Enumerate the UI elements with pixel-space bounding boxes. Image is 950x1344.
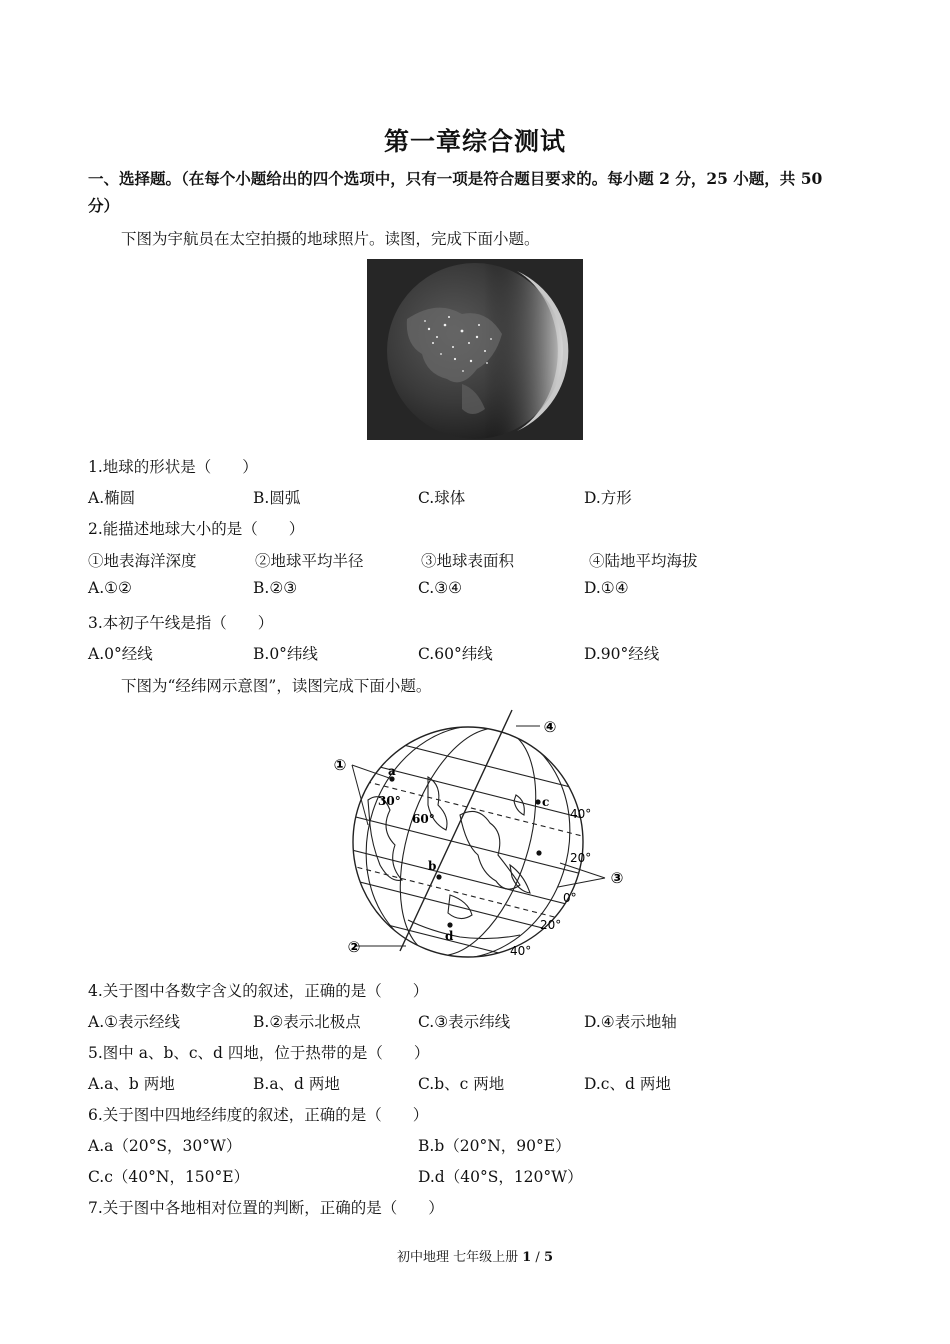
point-b-label: b bbox=[428, 859, 437, 873]
question-6-stem: 6.关于图中四地经纬度的叙述，正确的是（ ） bbox=[88, 1106, 429, 1124]
question-3-stem: 3.本初子午线是指（ ） bbox=[88, 614, 274, 632]
question-2-option-c: C.③④ bbox=[418, 579, 463, 597]
question-2-item-2: ②地球平均半径 bbox=[255, 552, 364, 570]
lat-20n-label: 20° bbox=[570, 851, 592, 865]
question-5-option-c: C.b、c 两地 bbox=[418, 1075, 505, 1093]
question-2-item-1: ①地表海洋深度 bbox=[88, 552, 197, 570]
section-heading: 一、选择题。（在每个小题给出的四个选项中，只有一项是符合题目要求的。每小题 2 分，25 小题，共 50 bbox=[88, 169, 823, 188]
footer-prefix: 初中地理 七年级上册 bbox=[396, 1250, 523, 1265]
question-2-option-b: B.②③ bbox=[253, 579, 298, 597]
question-2-item-4: ④陆地平均海拔 bbox=[589, 552, 698, 570]
question-5-option-d: D.c、d 两地 bbox=[584, 1075, 671, 1093]
question-1-option-a: A.椭圆 bbox=[88, 489, 136, 507]
intro-text-2: 下图为“经纬网示意图”，读图完成下面小题。 bbox=[121, 677, 432, 695]
deg-60-label: 60° bbox=[412, 812, 435, 826]
question-1-option-c: C.球体 bbox=[418, 489, 466, 507]
section-heading-cont: 分） bbox=[88, 196, 120, 215]
lat-20s-label: 20° bbox=[540, 918, 562, 932]
lat-40s-label: 40° bbox=[510, 944, 532, 958]
question-3-option-c: C.60°纬线 bbox=[418, 645, 493, 663]
question-2-option-a: A.①② bbox=[88, 579, 132, 597]
question-6-option-d: D.d（40°S，120°W） bbox=[418, 1168, 583, 1186]
lat-40n-label: 40° bbox=[570, 807, 592, 821]
footer-page: 1 bbox=[522, 1250, 532, 1265]
question-2-stem: 2.能描述地球大小的是（ ） bbox=[88, 520, 305, 538]
question-2-option-d: D.①④ bbox=[584, 579, 629, 597]
question-3-option-a: A.0°经线 bbox=[88, 645, 153, 663]
footer-total: 5 bbox=[543, 1250, 553, 1265]
question-4-option-c: C.③表示纬线 bbox=[418, 1013, 511, 1031]
page-title: 第一章综合测试 bbox=[383, 127, 566, 156]
intro-text-1: 下图为宇航员在太空拍摄的地球照片。读图，完成下面小题。 bbox=[121, 230, 540, 248]
label-4: ④ bbox=[543, 718, 557, 736]
question-6-option-b: B.b（20°N，90°E） bbox=[418, 1137, 571, 1155]
page-footer bbox=[0, 1246, 950, 1265]
question-1-option-b: B.圆弧 bbox=[253, 489, 301, 507]
earth-photo bbox=[367, 259, 583, 440]
label-2: ② bbox=[347, 938, 361, 956]
question-3-option-d: D.90°经线 bbox=[584, 645, 660, 663]
point-c-label: c bbox=[542, 795, 550, 809]
point-d-label: d bbox=[445, 929, 454, 943]
question-1-stem: 1.地球的形状是（ ） bbox=[88, 458, 258, 476]
question-4-option-d: D.④表示地轴 bbox=[584, 1013, 677, 1031]
label-1: ① bbox=[333, 756, 347, 774]
point-a-label: a bbox=[388, 764, 396, 778]
question-1-option-d: D.方形 bbox=[584, 489, 632, 507]
lat-0-label: 0° bbox=[563, 891, 577, 905]
question-4-option-b: B.②表示北极点 bbox=[253, 1013, 361, 1031]
footer-sep: / bbox=[531, 1250, 544, 1265]
question-6-option-a: A.a（20°S，30°W） bbox=[88, 1137, 242, 1155]
question-5-stem: 5.图中 a、b、c、d 四地，位于热带的是（ ） bbox=[88, 1044, 430, 1062]
deg-30-label: 30° bbox=[378, 794, 401, 808]
question-2-item-3: ③地球表面积 bbox=[421, 552, 515, 570]
question-4-stem: 4.关于图中各数字含义的叙述，正确的是（ ） bbox=[88, 982, 429, 1000]
question-4-option-a: A.①表示经线 bbox=[88, 1013, 181, 1031]
question-5-option-b: B.a、d 两地 bbox=[253, 1075, 340, 1093]
question-6-option-c: C.c（40°N，150°E） bbox=[88, 1168, 250, 1186]
question-5-option-a: A.a、b 两地 bbox=[88, 1075, 175, 1093]
label-3: ③ bbox=[610, 869, 624, 887]
graticule-diagram bbox=[320, 705, 640, 967]
question-3-option-b: B.0°纬线 bbox=[253, 645, 318, 663]
question-7-stem: 7.关于图中各地相对位置的判断，正确的是（ ） bbox=[88, 1199, 444, 1217]
